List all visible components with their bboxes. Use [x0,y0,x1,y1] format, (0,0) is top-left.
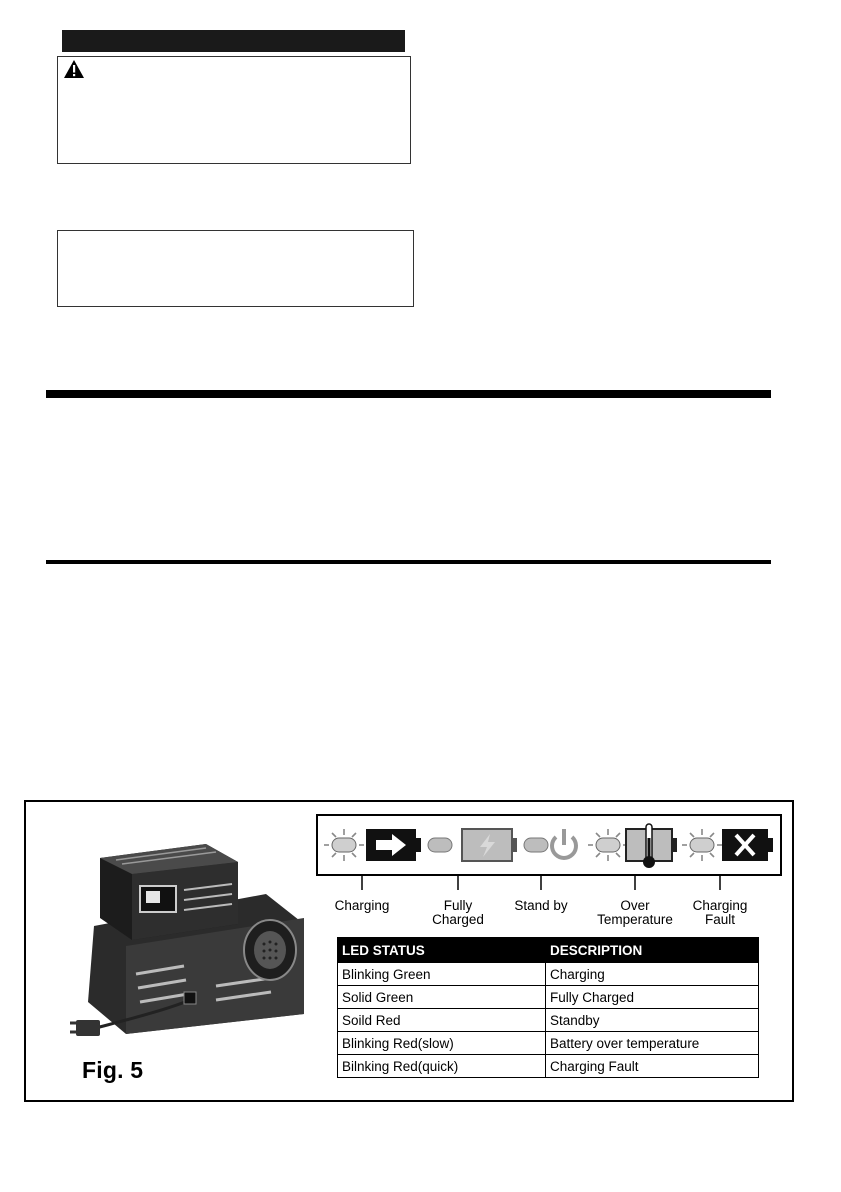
table-header-led-status: LED STATUS [338,938,546,963]
led-status-table [337,937,759,1078]
description-cell: Charging Fault [546,1055,759,1078]
table-header-description: DESCRIPTION [546,938,759,963]
battery-thermometer-icon [626,824,677,868]
status-label-fully-charged: Fully Charged [432,898,484,927]
note-box [57,230,414,307]
warning-triangle-icon [63,59,85,79]
led-indicator-solid-icon [524,838,548,852]
description-cell: Battery over temperature [546,1032,759,1055]
table-row [338,1032,759,1055]
led-status-cell: Blinking Green [338,963,546,986]
battery-x-icon [722,829,773,861]
section-divider-thick [46,390,771,398]
status-label-charging: Charging [334,898,390,913]
led-indicator-solid-icon [428,838,452,852]
power-icon [552,829,576,858]
status-label-charging-fault: Charging Fault [692,898,748,927]
figure-5-frame [24,800,794,1102]
table-row [338,963,759,986]
section-divider-thin [46,560,771,564]
led-status-icon-strip [316,814,782,876]
table-header-row [338,938,759,963]
led-status-cell: Solid Green [338,986,546,1009]
description-cell: Standby [546,1009,759,1032]
led-status-cell: Blinking Red(slow) [338,1032,546,1055]
warning-box [57,56,411,164]
description-cell: Charging [546,963,759,986]
status-label-over-temperature: Over Temperature [597,898,673,927]
status-label-stand-by: Stand by [514,898,568,913]
battery-charger-illustration [66,814,311,1054]
led-status-cell: Bilnking Red(quick) [338,1055,546,1078]
figure-label: Fig. 5 [82,1057,144,1083]
table-row [338,1055,759,1078]
warning-header-bar [62,30,405,52]
description-cell: Fully Charged [546,986,759,1009]
battery-full-bolt-icon [462,829,517,861]
status-label-connectors [316,876,786,892]
table-row [338,986,759,1009]
led-indicator-blinking-icon [588,829,628,861]
led-status-cell: Soild Red [338,1009,546,1032]
battery-arrow-icon [366,829,421,861]
led-indicator-blinking-icon [324,829,364,861]
led-indicator-blinking-icon [682,829,722,861]
table-row [338,1009,759,1032]
